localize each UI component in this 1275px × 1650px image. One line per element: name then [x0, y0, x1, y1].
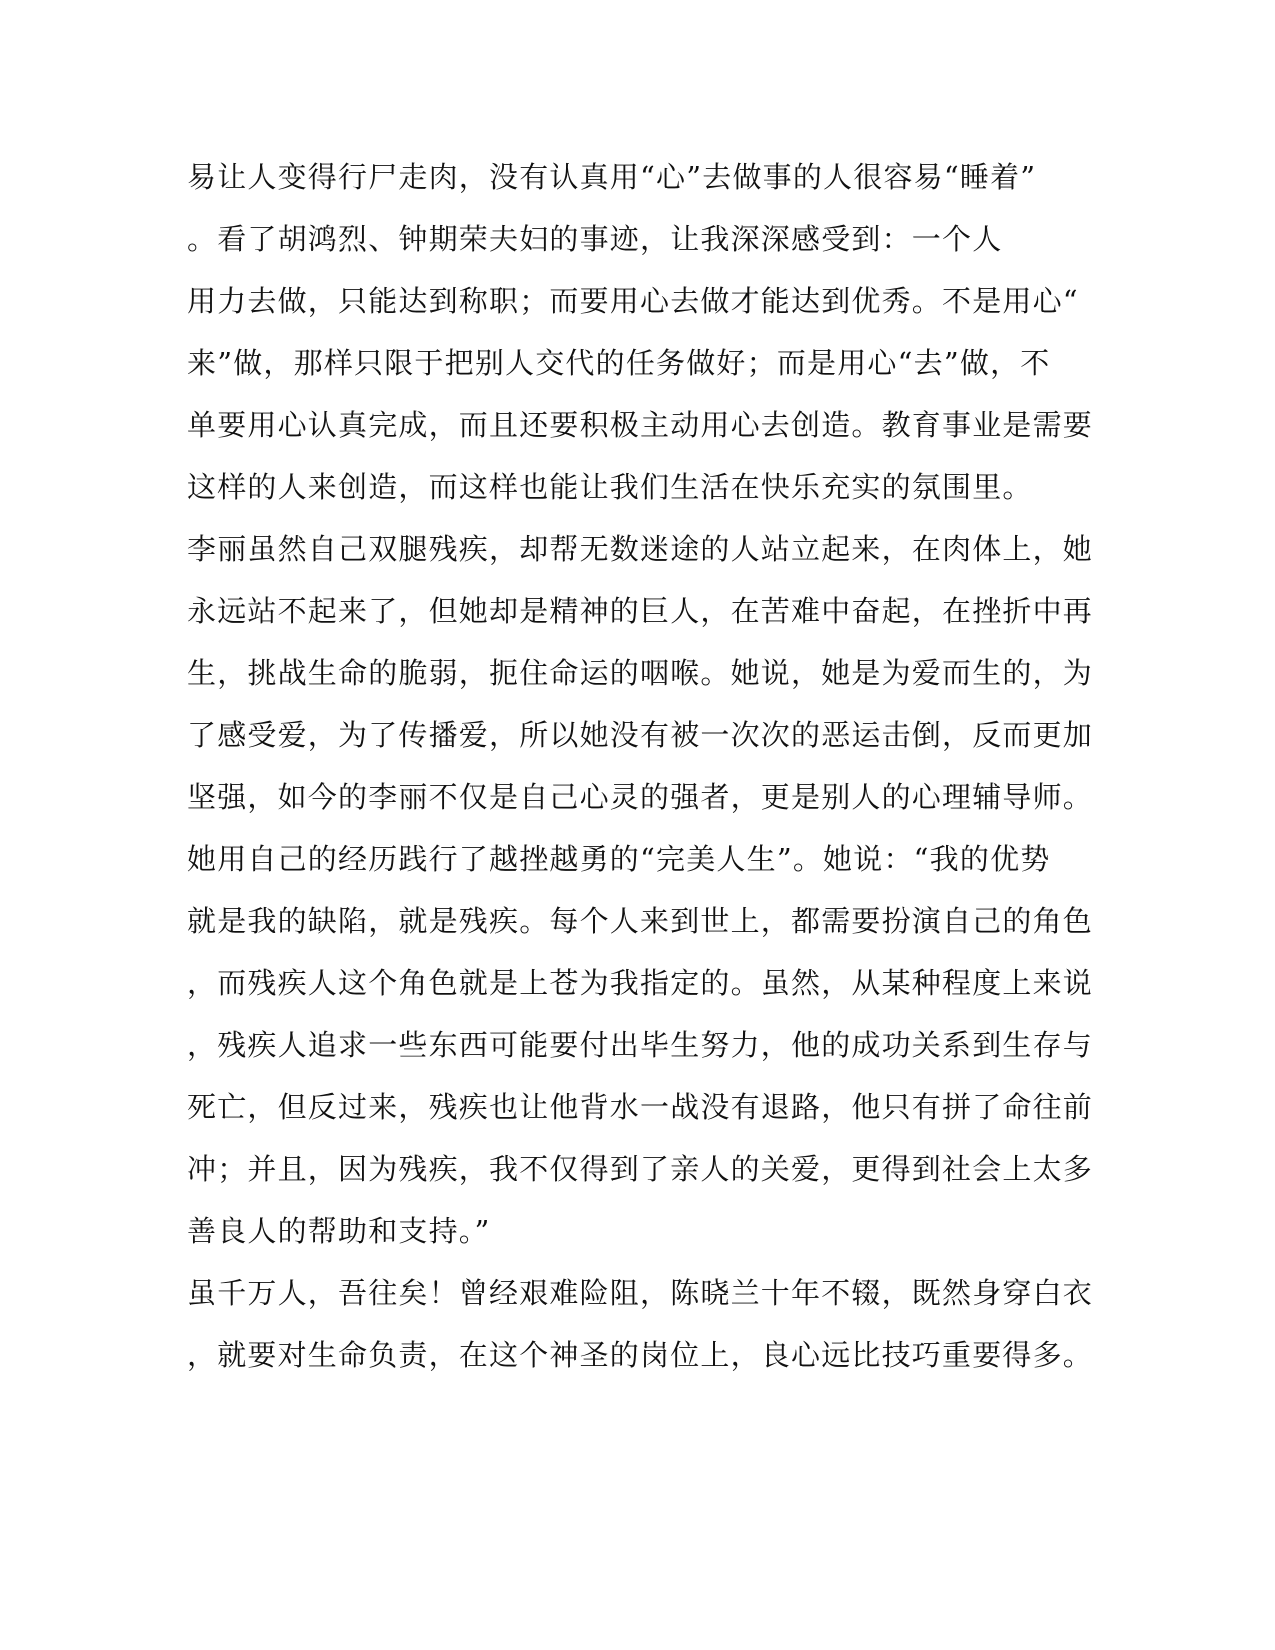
text-line: 易让人变得行尸走肉，没有认真用“心”去做事的人很容易“睡着”	[187, 160, 1037, 194]
text-line: 她用自己的经历践行了越挫越勇的“完美人生”。她说：“我的优势	[187, 842, 1051, 876]
text-line: 坚强，如今的李丽不仅是自己心灵的强者，更是别人的心理辅导师。	[187, 780, 1094, 814]
text-line: ，残疾人追求一些东西可能要付出毕生努力，他的成功关系到生存与	[187, 1028, 1094, 1062]
text-line: 来”做，那样只限于把别人交代的任务做好；而是用心“去”做，不	[187, 346, 1051, 380]
text-line: 虽千万人，吾往矣！曾经艰难险阻，陈晓兰十年不辍，既然身穿白衣	[187, 1276, 1094, 1310]
text-line: 单要用心认真完成，而且还要积极主动用心去创造。教育事业是需要	[187, 408, 1094, 442]
text-line: 用力去做，只能达到称职；而要用心去做才能达到优秀。不是用心“	[187, 284, 1079, 318]
text-line: ，就要对生命负责，在这个神圣的岗位上，良心远比技巧重要得多。	[187, 1338, 1094, 1372]
text-line: 这样的人来创造，而这样也能让我们生活在快乐充实的氛围里。	[187, 470, 1033, 504]
text-line: 李丽虽然自己双腿残疾，却帮无数迷途的人站立起来，在肉体上，她	[187, 532, 1094, 566]
text-line: 生，挑战生命的脆弱，扼住命运的咽喉。她说，她是为爱而生的，为	[187, 656, 1094, 690]
text-line: 就是我的缺陷，就是残疾。每个人来到世上，都需要扮演自己的角色	[187, 904, 1094, 938]
text-line: 。看了胡鸿烈、钟期荣夫妇的事迹，让我深深感受到：一个人	[187, 222, 1003, 256]
text-line: ，而残疾人这个角色就是上苍为我指定的。虽然，从某种程度上来说	[187, 966, 1094, 1000]
text-line: 冲；并且，因为残疾，我不仅得到了亲人的关爱，更得到社会上太多	[187, 1152, 1094, 1186]
text-line: 死亡，但反过来，残疾也让他背水一战没有退路，他只有拼了命往前	[187, 1090, 1094, 1124]
text-line: 善良人的帮助和支持。”	[187, 1214, 491, 1248]
text-line: 永远站不起来了，但她却是精神的巨人，在苦难中奋起，在挫折中再	[187, 594, 1094, 628]
text-line: 了感受爱，为了传播爱，所以她没有被一次次的恶运击倒，反而更加	[187, 718, 1094, 752]
